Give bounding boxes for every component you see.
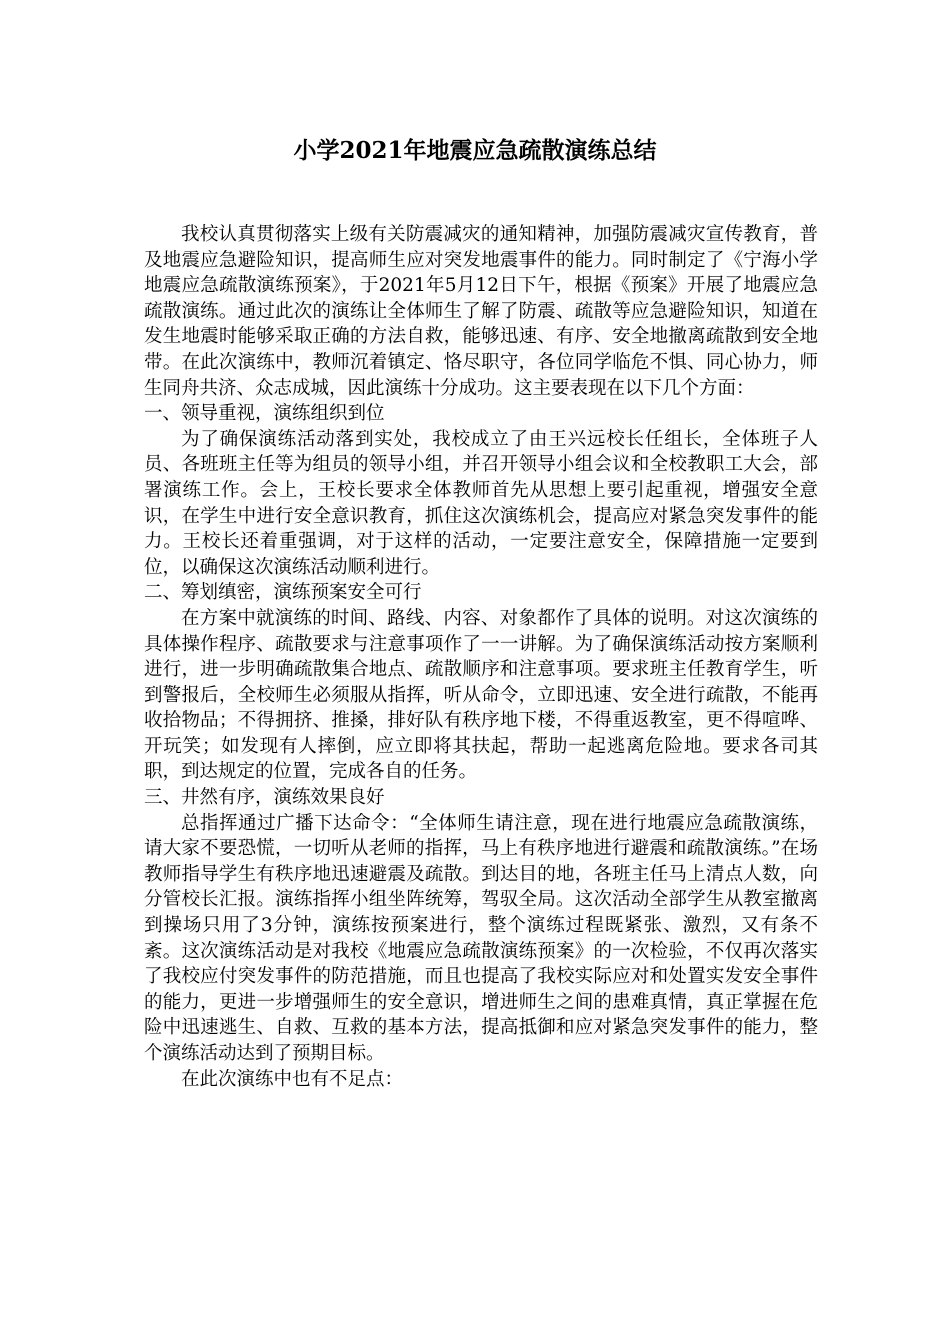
section-heading-1: 一、领导重视，演练组织到位 (144, 403, 385, 425)
paragraph-section-2: 在方案中就演练的时间、路线、内容、对象都作了具体的说明。对这次演练的具体操作程序、疏散要求与注意事项作了一一讲解。为了确保演练活动按方案顺利进行，进一步明确疏散集合地点、疏散顺序和注意事项。要求班主任教育学生，听到警报后，全校师生必须服从指挥，听从命令，立即迅速、安全进行疏散，不能再收拾物品；不得拥挤、推搡，排好队有秩序地下楼，不得重返教室，更不得喧哗、开玩笑；如发现有人摔倒，应立即将其扶起，帮助一起逃离危险地。要求各司其职，到达规定的位置，完成各自的任务。 (144, 607, 818, 783)
paragraph-shortcomings: 在此次演练中也有不足点： (181, 1068, 404, 1090)
section-heading-2: 二、筹划缜密，演练预案安全可行 (144, 582, 422, 604)
document-title: 小学2021年地震应急疏散演练总结 (293, 137, 657, 164)
section-heading-3: 三、井然有序，演练效果良好 (144, 787, 385, 809)
paragraph-section-1: 为了确保演练活动落到实处，我校成立了由王兴远校长任组长，全体班子人员、各班班主任等为组员的领导小组，并召开领导小组会议和全校教职工大会，部署演练工作。会上，王校长要求全体教师首先从思想上要引起重视，增强安全意识，在学生中进行安全意识教育，抓住这次演练机会，提高应对紧急突发事件的能力。王校长还着重强调，对于这样的活动，一定要注意安全，保障措施一定要到位，以确保这次演练活动顺利进行。 (144, 428, 818, 578)
paragraph-intro: 我校认真贯彻落实上级有关防震减灾的通知精神，加强防震减灾宣传教育，普及地震应急避险知识，提高师生应对突发地震事件的能力。同时制定了《宁海小学地震应急疏散演练预案》，于2021年5月12日下午，根据《预案》开展了地震应急疏散演练。通过此次的演练让全体师生了解了防震、疏散等应急避险知识，知道在发生地震时能够采取正确的方法自救，能够迅速、有序、安全地撤离疏散到安全地带。在此次演练中，教师沉着镇定、恪尽职守，各位同学临危不惧、同心协力，师生同舟共济、众志成城，因此演练十分成功。这主要表现在以下几个方面： (144, 224, 818, 399)
paragraph-section-3: 总指挥通过广播下达命令：“全体师生请注意，现在进行地震应急疏散演练，请大家不要恐慌，一切听从老师的指挥，马上有秩序地进行避震和疏散演练。”在场教师指导学生有秩序地迅速避震及疏散。到达目的地，各班主任马上清点人数，向分管校长汇报。演练指挥小组坐阵统筹，驾驭全局。这次活动全部学生从教室撤离到操场只用了3分钟，演练按预案进行，整个演练过程既紧张、激烈，又有条不紊。这次演练活动是对我校《地震应急疏散演练预案》的一次检验，不仅再次落实了我校应付突发事件的防范措施，而且也提高了我校实际应对和处置实发安全事件的能力，更进一步增强师生的安全意识，增进师生之间的患难真情，真正掌握在危险中迅速逃生、自救、互救的基本方法，提高抵御和应对紧急突发事件的能力，整个演练活动达到了预期目标。 (144, 812, 818, 1064)
document-body (144, 222, 818, 1092)
